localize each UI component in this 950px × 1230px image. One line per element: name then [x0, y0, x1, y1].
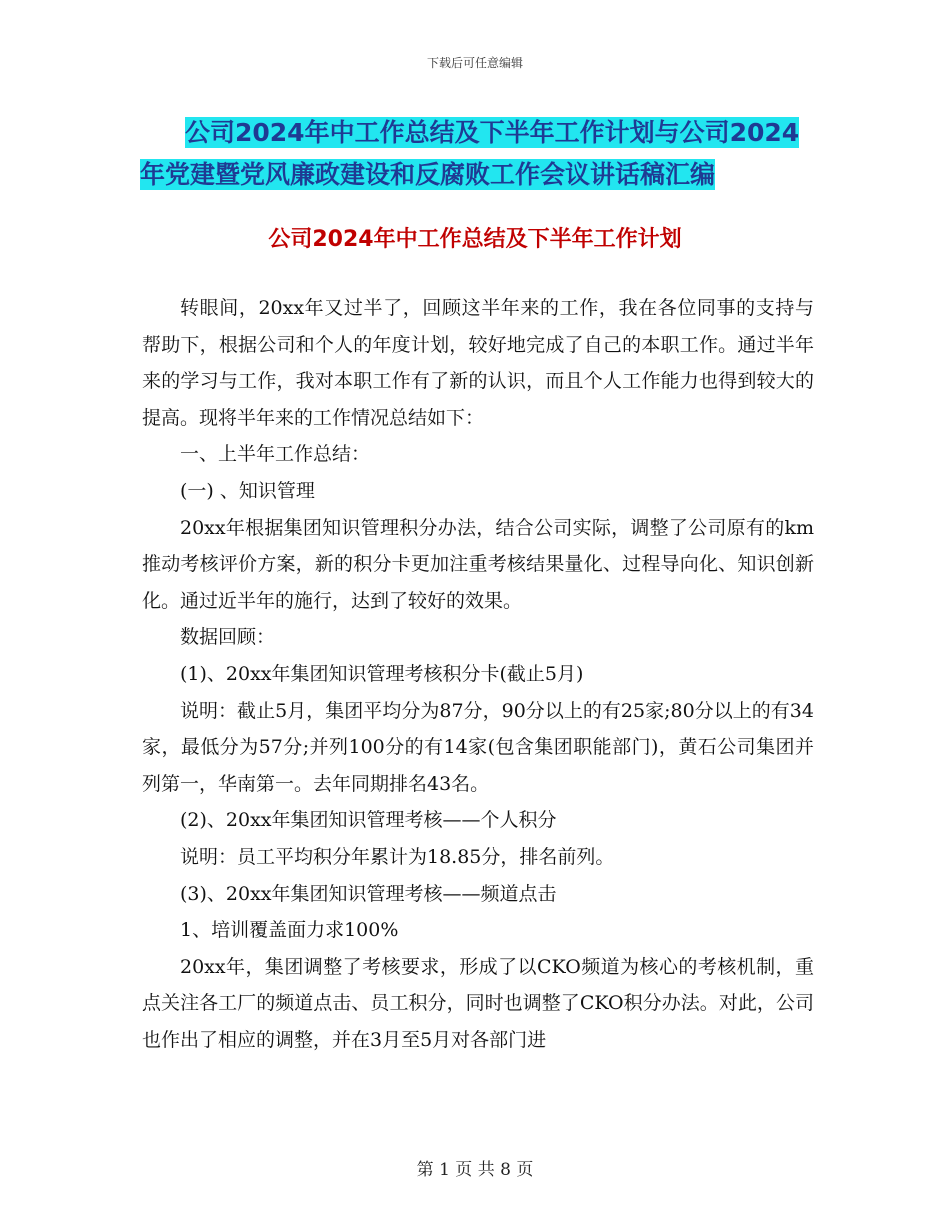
heading-first-half-summary: 一、上半年工作总结： [180, 443, 371, 466]
subheading-knowledge-management: (一) 、知识管理 [180, 479, 315, 502]
paragraph-cko-adjustment: 20xx年，集团调整了考核要求，形成了以CKO频道为核心的考核机制，重点关注各工厂的频道点击、员工积分，同时也调整了CKO积分办法。对此，公司也作出了相应的调整，并在3月至5月对各部门进 [142, 955, 814, 1051]
paragraph-intro: 转眼间，20xx年又过半了，回顾这半年来的工作，我在各位同事的支持与帮助下，根据公司和个人的年度计划，较好地完成了自己的本职工作。通过半年来的学习与工作，我对本职工作有了新的认识，而且个人工作能力也得到较大的提高。现将半年来的工作情况总结如下： [142, 297, 814, 429]
item-training-coverage: 1、培训覆盖面力求100% [180, 919, 399, 942]
body-content [142, 290, 814, 1058]
paragraph-score-card-note: 说明：截止5月，集团平均分为87分，90分以上的有25家;80分以上的有34家，最低分为57分;并列100分的有14家(包含集团职能部门)，黄石公司集团并列第一，华南第一。去年同期排名43名。 [142, 699, 814, 795]
item-score-card: (1)、20xx年集团知识管理考核积分卡(截止5月) [180, 662, 584, 685]
paragraph-personal-points-note: 说明：员工平均积分年累计为18.85分，排名前列。 [180, 845, 615, 868]
paragraph-km-plan: 20xx年根据集团知识管理积分办法，结合公司实际，调整了公司原有的km推动考核评价方案，新的积分卡更加注重考核结果量化、过程导向化、知识创新化。通过近半年的施行，达到了较好的效果。 [142, 516, 814, 612]
page-footer: 第 1 页 共 8 页 [416, 1160, 534, 1180]
document-title-line-1: 公司2024年中工作总结及下半年工作计划与公司2024 [185, 118, 800, 147]
document-title [140, 112, 840, 196]
item-channel-clicks: (3)、20xx年集团知识管理考核——频道点击 [180, 882, 557, 905]
document-title-line-2: 年党建暨党风廉政建设和反腐败工作会议讲话稿汇编 [140, 160, 716, 189]
section-title: 公司2024年中工作总结及下半年工作计划 [268, 227, 682, 252]
paragraph-data-review-label: 数据回顾： [180, 626, 276, 649]
page-header-note: 下载后可任意编辑 [426, 56, 523, 70]
item-personal-points: (2)、20xx年集团知识管理考核——个人积分 [180, 809, 557, 832]
